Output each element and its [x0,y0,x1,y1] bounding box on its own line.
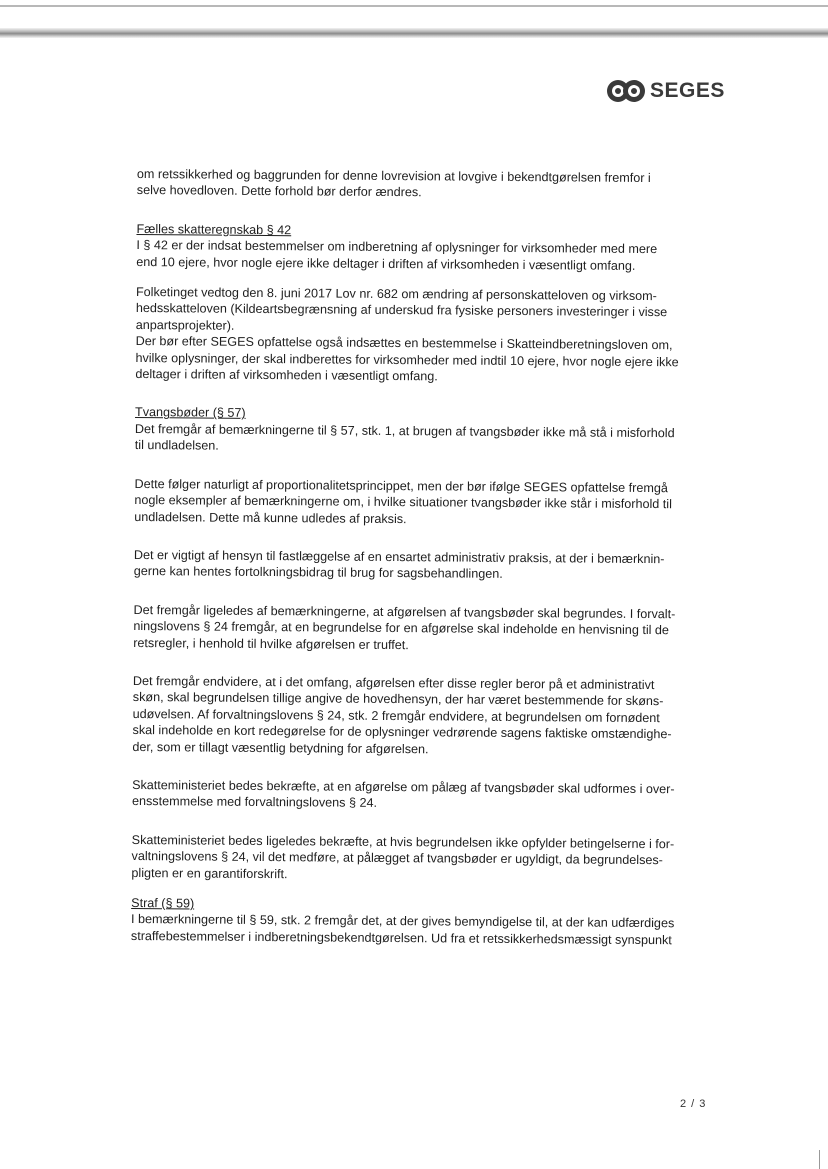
letter-body [131,166,717,963]
paragraph-6: Dette følger naturligt af proportionalitetsprincippet, men der bør ifølge SEGES opfattelse fremgå nogle eksempler af bemærkningerne om, i hvilke situationer tvangsbøder ikke står i misforhold til undladelsen. Dette må kunne udledes af praksis. [134,476,672,526]
paragraph-1: om retssikkerhed og baggrunden for denne lovrevision at lovgive i bekendtgørelsen fremfor i selve hovedloven. Dette forhold bør derfor ændres. [136,166,651,200]
paragraph-4: Der bør efter SEGES opfattelse også indsættes en bestemmelse i Skatteindberetningsloven om, hvilke oplysninger, der skal indberettes for virksomheder med indtil 10 ejere, hvor nogle ejere ikke deltager i driften af virksomheden i væsentligt omfang. [135,334,679,384]
paragraph-12: I bemærkningerne til § 59, stk. 2 fremgår det, at der gives bemyndigelse til, at der kan udfærdiges straffebestemmelser i indberetningsbekendtgørelsen. Ud fra et retssikkerhedsmæssigt synspunkt [130,912,675,948]
paragraph-10: Skatteministeriet bedes bekræfte, at en afgørelse om pålæg af tvangsbøder skal udformes i over- ensstemmelse med forvaltningslovens § 24. [131,777,675,811]
paragraph-2: I § 42 er der indsat bestemmelser om indberetning af oplysninger for virksomheder med mere end 10 ejere, hvor nogle ejere ikke deltager i driften af virksomheden i væsentligt omfang. [136,238,658,273]
heading-faelles-skatteregnskab: Fælles skatteregnskab § 42 [136,221,292,238]
heading-straf: Straf (§ 59) [131,895,195,911]
scan-edge-mark [819,1150,820,1169]
paragraph-3: Folketinget vedtog den 8. juni 2017 Lov nr. 682 om ændring af personskatteloven og virksom- hedsskatteloven (Kildeartsbegrænsning af underskud fra fysiske personers investeringer i visse anpartsprojekter). [135,285,668,333]
scan-artifact-band [0,28,828,38]
seges-logo-icon [606,77,648,105]
page-number: 2 / 3 [680,1098,707,1110]
paragraph-11: Skatteministeriet bedes ligeledes bekræfte, at hvis begrundelsen ikke opfylder betingelserne i for- valtningslovens § 24, vil det medføre, at pålægget af tvangsbøder er ugyldigt, da begrundelses- pligten er en garantiforskrift. [131,832,675,881]
paragraph-5: Det fremgår af bemærkningerne til § 57, stk. 1, at brugen af tvangsbøder ikke må stå i misforhold til undladelsen. [134,421,675,453]
paragraph-9: Det fremgår endvidere, at i det omfang, afgørelsen efter disse regler beror på et administrativt skøn, skal begrundelsen tillige angive de hovedhensyn, der har været bestemmende for skøns- udøvelsen. Af forvaltningslovens § 24, stk. 2 fremgår endvidere, at begrundelsen om fornødent skal indeholde en kort redegørelse for de oplysninger vedrørende sagens faktiske omstændighe- der, som er tillagt væsentlig betydning for afgørelsen. [132,673,672,756]
seges-logo [606,76,725,106]
heading-tvangsboder: Tvangsbøder (§ 57) [135,405,246,421]
paragraph-7: Det er vigtigt af hensyn til fastlæggelse af en ensartet administrativ praksis, at der i bemærknin- gerne kan hentes fortolkningsbidrag til brug for sagsbehandlingen. [133,547,665,582]
logo-wordmark: SEGES [650,79,725,102]
paragraph-8: Det fremgår ligeledes af bemærkningerne, at afgørelsen af tvangsbøder skal begrundes. I forvalt- ningslovens § 24 fremgår, at en begrundelse for en afgørelse skal indeholde en henvisning til de retsregler, i henhold til hvilke afgørelsen er truffet. [133,602,676,652]
scan-edge-line [0,5,828,7]
